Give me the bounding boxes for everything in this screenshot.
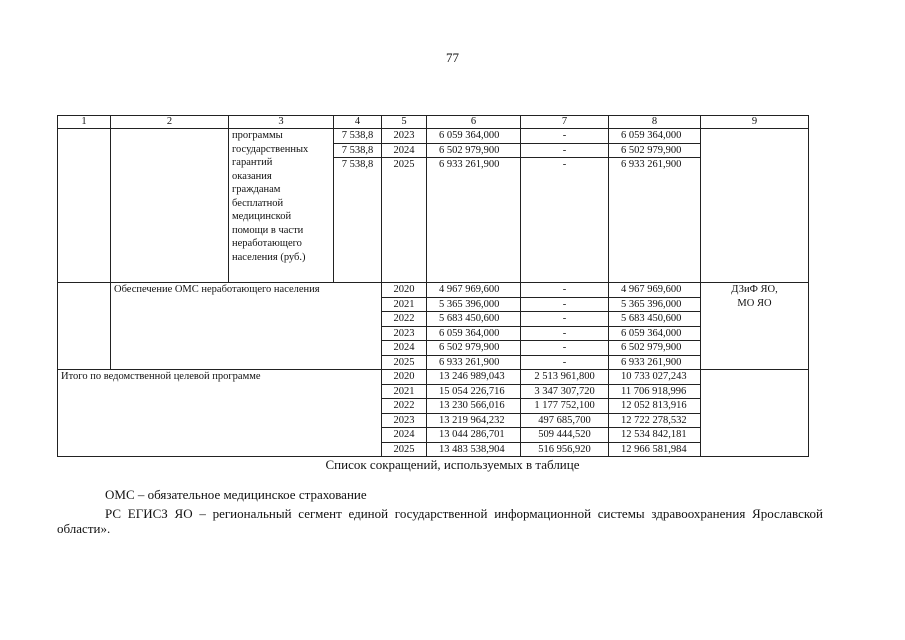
year-cell: 2020 bbox=[382, 370, 427, 385]
program-label-line: бесплатной bbox=[232, 197, 284, 209]
header-cell: 8 bbox=[609, 116, 701, 129]
total-amount: 6 502 979,900 bbox=[427, 341, 521, 356]
table-row bbox=[58, 129, 809, 144]
year-cell: 2023 bbox=[382, 413, 427, 428]
program-label-line: гарантий bbox=[232, 157, 273, 168]
total-amount: 13 219 964,232 bbox=[427, 413, 521, 428]
regional-amount: 12 052 813,916 bbox=[609, 399, 701, 414]
regional-amount: 11 706 918,996 bbox=[609, 384, 701, 399]
regional-amount: 5 365 396,000 bbox=[609, 297, 701, 312]
federal-amount: - bbox=[521, 129, 609, 144]
total-amount: 13 246 989,043 bbox=[427, 370, 521, 385]
program-label-line: оказания bbox=[232, 170, 272, 182]
table-row bbox=[58, 370, 809, 385]
federal-amount: 509 444,520 bbox=[521, 428, 609, 443]
regional-amount: 12 534 842,181 bbox=[609, 428, 701, 443]
regional-amount: 12 966 581,984 bbox=[609, 442, 701, 457]
year-cell: 2022 bbox=[382, 399, 427, 414]
federal-amount: 497 685,700 bbox=[521, 413, 609, 428]
total-amount: 13 230 566,016 bbox=[427, 399, 521, 414]
header-cell: 4 bbox=[334, 116, 382, 129]
header-cell: 2 bbox=[111, 116, 229, 129]
program-label-line: помощи в части bbox=[232, 224, 304, 236]
year-cell: 2024 bbox=[382, 341, 427, 356]
abbreviation-item: ОМС – обязательное медицинское страхование bbox=[105, 487, 367, 502]
year-cell: 2023 bbox=[382, 129, 427, 144]
year-cell: 2024 bbox=[382, 143, 427, 158]
federal-amount: - bbox=[521, 158, 609, 283]
federal-amount: - bbox=[521, 312, 609, 327]
header-cell: 6 bbox=[427, 116, 521, 129]
regional-amount: 6 933 261,900 bbox=[609, 158, 701, 283]
indicator-value: 7 538,8 bbox=[334, 129, 382, 144]
abbreviation-item: РС ЕГИСЗ ЯО – региональный сегмент единой государственной информационной системы здравоохранения Ярославской области». bbox=[57, 506, 823, 536]
total-amount: 6 933 261,900 bbox=[427, 158, 521, 283]
year-cell: 2021 bbox=[382, 297, 427, 312]
cell-empty bbox=[58, 129, 111, 283]
header-cell: 5 bbox=[382, 116, 427, 129]
total-amount: 6 502 979,900 bbox=[427, 143, 521, 158]
table-header-row bbox=[58, 116, 809, 129]
federal-amount: - bbox=[521, 297, 609, 312]
total-amount: 13 483 538,904 bbox=[427, 442, 521, 457]
page-number: 77 bbox=[446, 50, 459, 65]
executor-cell bbox=[701, 283, 809, 370]
federal-amount: - bbox=[521, 355, 609, 370]
header-cell: 1 bbox=[58, 116, 111, 129]
regional-amount: 6 059 364,000 bbox=[609, 326, 701, 341]
total-amount: 13 044 286,701 bbox=[427, 428, 521, 443]
program-label-line: программы bbox=[232, 130, 283, 141]
year-cell: 2025 bbox=[382, 442, 427, 457]
table-row bbox=[58, 283, 809, 298]
year-cell: 2021 bbox=[382, 384, 427, 399]
program-label bbox=[229, 129, 334, 283]
federal-amount: 3 347 307,720 bbox=[521, 384, 609, 399]
year-cell: 2022 bbox=[382, 312, 427, 327]
executor-line: МО ЯО bbox=[737, 297, 772, 309]
federal-amount: - bbox=[521, 143, 609, 158]
regional-amount: 6 059 364,000 bbox=[609, 129, 701, 144]
program-label-line: государственных bbox=[232, 143, 309, 155]
total-amount: 6 933 261,900 bbox=[427, 355, 521, 370]
total-amount: 4 967 969,600 bbox=[427, 283, 521, 298]
federal-amount: - bbox=[521, 326, 609, 341]
program-label-line: неработающего bbox=[232, 238, 302, 249]
program-label-line: гражданам bbox=[232, 184, 281, 195]
total-amount: 5 365 396,000 bbox=[427, 297, 521, 312]
regional-amount: 12 722 278,532 bbox=[609, 413, 701, 428]
total-amount: 5 683 450,600 bbox=[427, 312, 521, 327]
federal-amount: 516 956,920 bbox=[521, 442, 609, 457]
executor-cell bbox=[701, 370, 809, 457]
program-label-line: медицинской bbox=[232, 211, 292, 222]
federal-amount: 2 513 961,800 bbox=[521, 370, 609, 385]
executor-line: ДЗиФ ЯО, bbox=[731, 284, 778, 295]
total-amount: 6 059 364,000 bbox=[427, 326, 521, 341]
executor-cell bbox=[701, 129, 809, 283]
header-cell: 9 bbox=[701, 116, 809, 129]
regional-amount: 6 502 979,900 bbox=[609, 341, 701, 356]
year-cell: 2024 bbox=[382, 428, 427, 443]
federal-amount: - bbox=[521, 341, 609, 356]
regional-amount: 6 502 979,900 bbox=[609, 143, 701, 158]
year-cell: 2025 bbox=[382, 355, 427, 370]
total-amount: 15 054 226,716 bbox=[427, 384, 521, 399]
federal-amount: - bbox=[521, 283, 609, 298]
program-label-line: населения (руб.) bbox=[232, 251, 306, 263]
cell-empty bbox=[111, 129, 229, 283]
regional-amount: 5 683 450,600 bbox=[609, 312, 701, 327]
year-cell: 2025 bbox=[382, 158, 427, 283]
regional-amount: 6 933 261,900 bbox=[609, 355, 701, 370]
budget-table bbox=[57, 115, 809, 457]
total-label: Итого по ведомственной целевой программе bbox=[58, 370, 382, 457]
total-amount: 6 059 364,000 bbox=[427, 129, 521, 144]
regional-amount: 4 967 969,600 bbox=[609, 283, 701, 298]
cell-empty bbox=[58, 283, 111, 370]
indicator-value: 7 538,8 bbox=[334, 158, 382, 283]
header-cell: 7 bbox=[521, 116, 609, 129]
year-cell: 2023 bbox=[382, 326, 427, 341]
abbreviations-title: Список сокращений, используемых в таблице bbox=[325, 457, 580, 472]
regional-amount: 10 733 027,243 bbox=[609, 370, 701, 385]
year-cell: 2020 bbox=[382, 283, 427, 298]
oms-label: Обеспечение ОМС неработающего населения bbox=[111, 283, 382, 370]
header-cell: 3 bbox=[229, 116, 334, 129]
indicator-value: 7 538,8 bbox=[334, 143, 382, 158]
federal-amount: 1 177 752,100 bbox=[521, 399, 609, 414]
